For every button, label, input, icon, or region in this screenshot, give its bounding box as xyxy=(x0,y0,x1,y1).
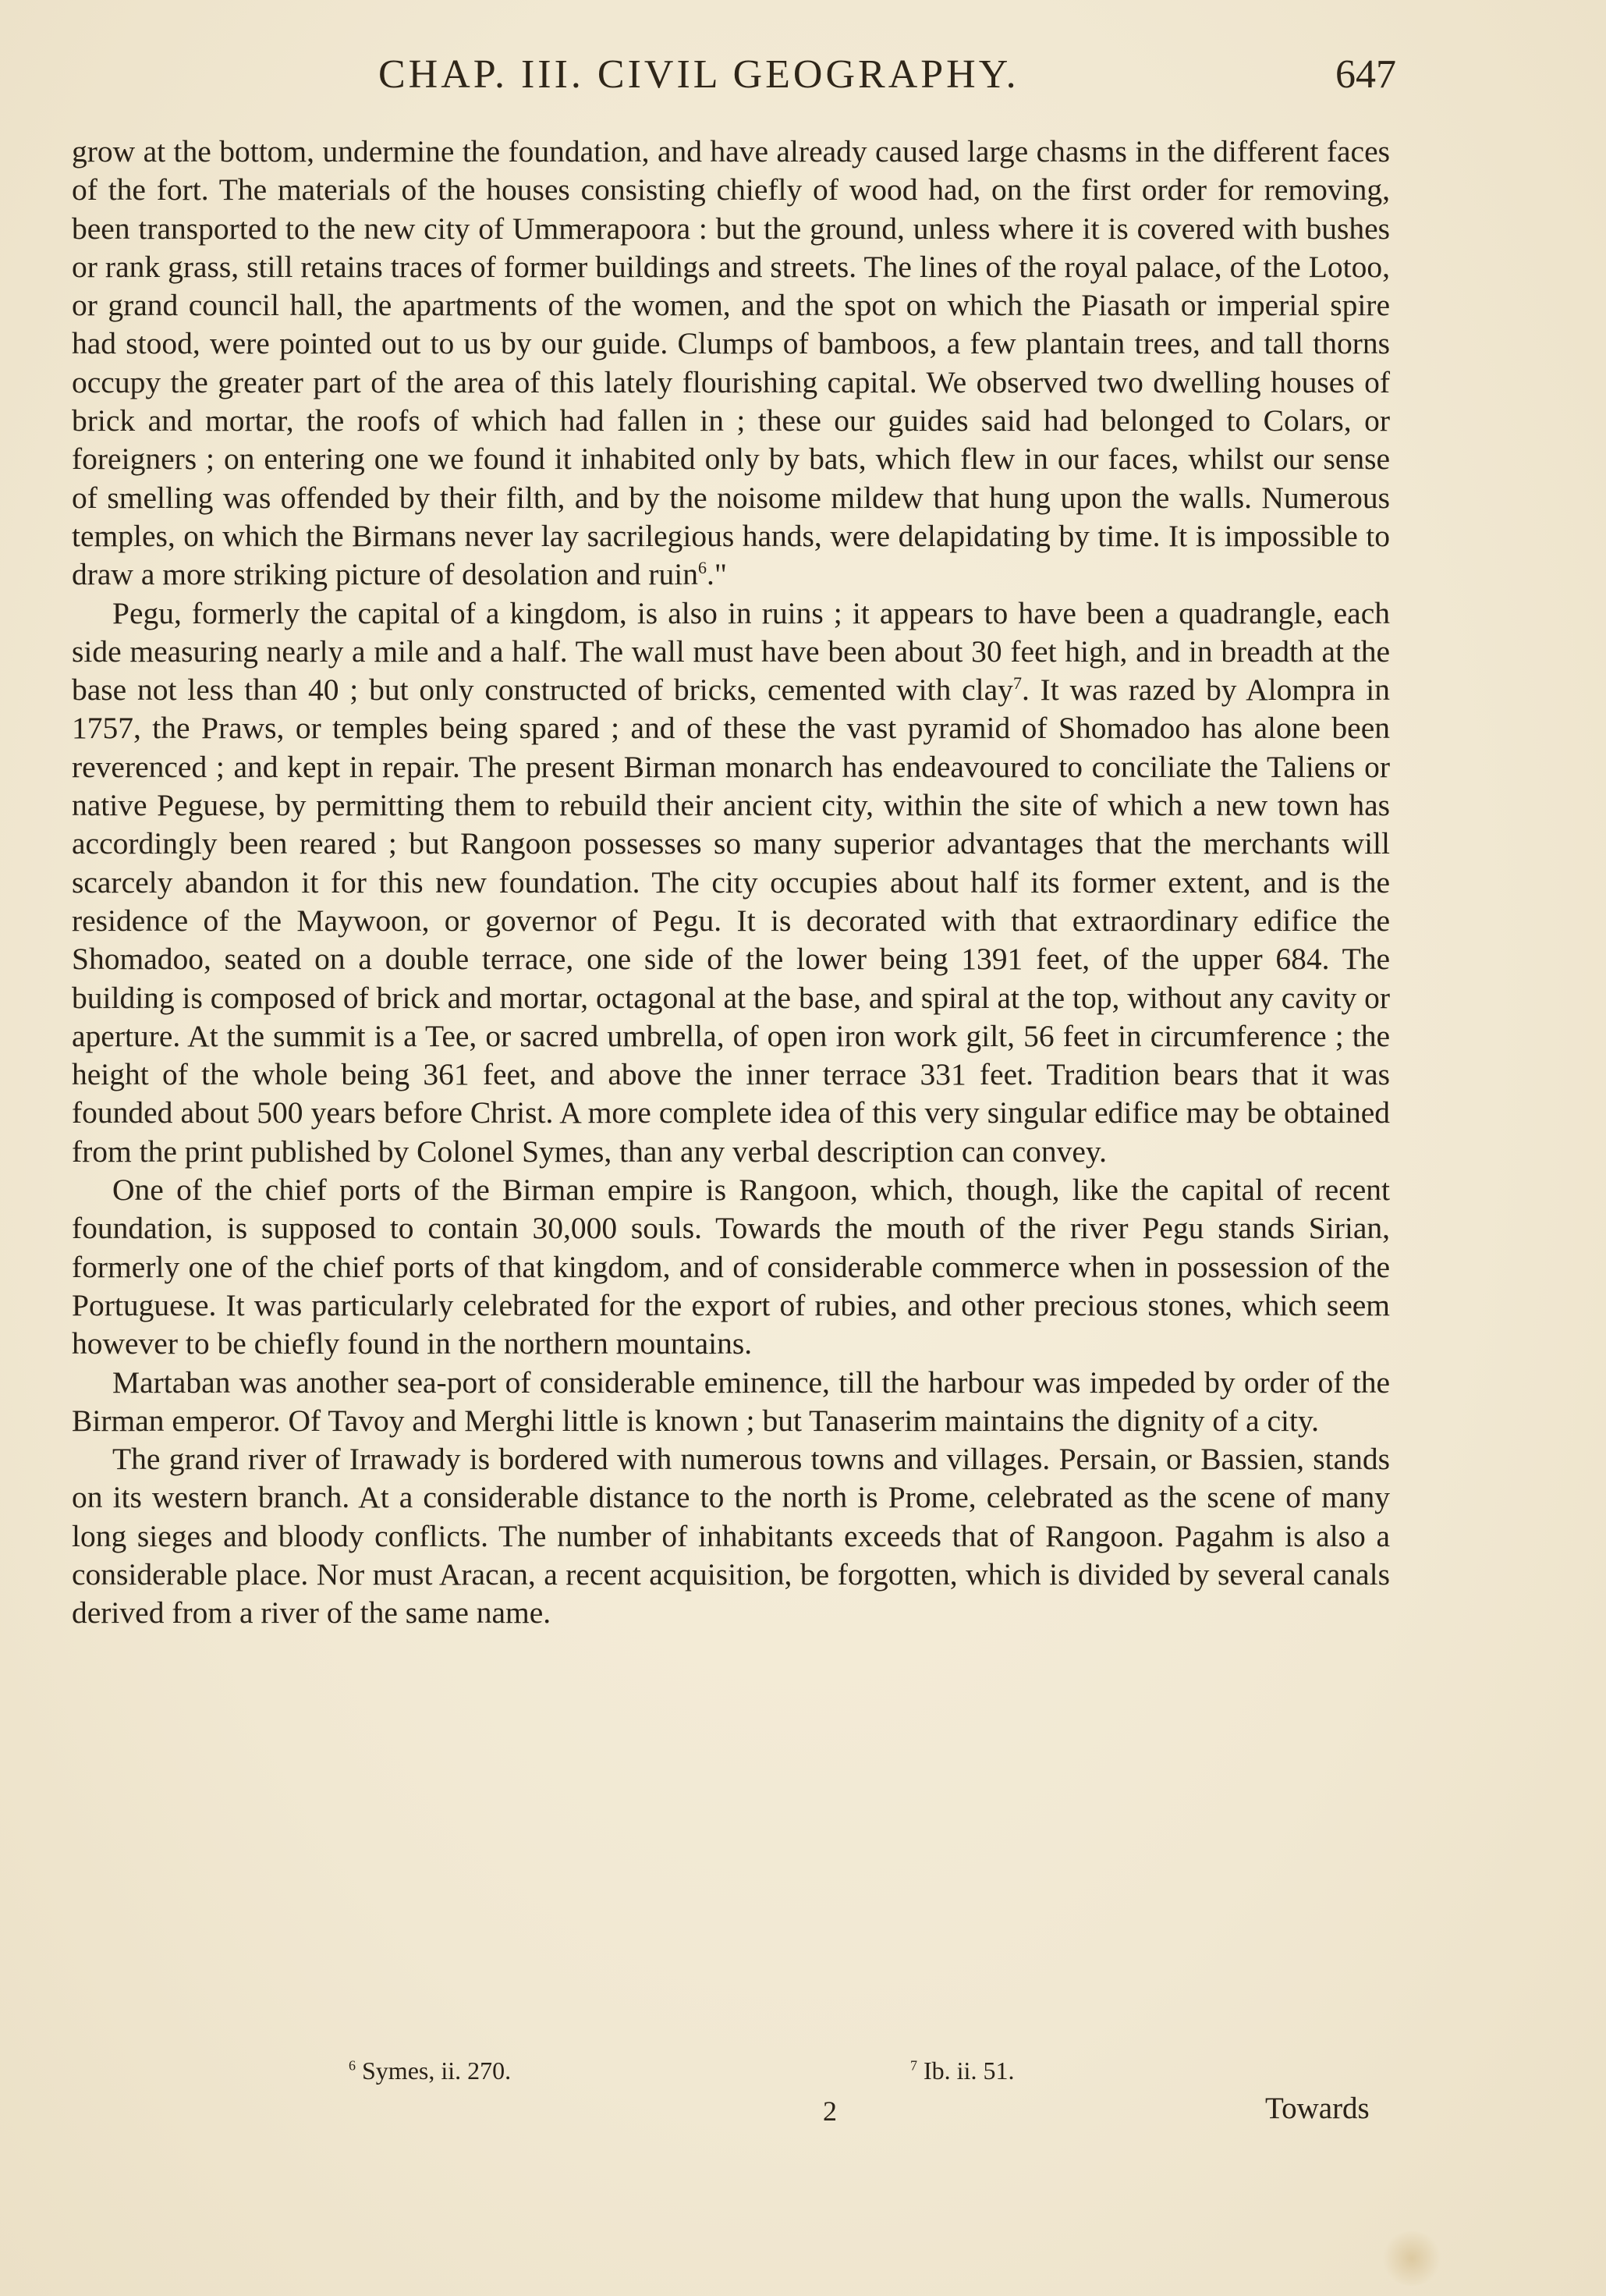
footnote-7 xyxy=(910,2056,1014,2085)
paragraph-1-tail: ." xyxy=(706,557,727,592)
footnote-ref-7: 7 xyxy=(1012,673,1022,693)
running-head xyxy=(70,47,1396,109)
paragraph-4: Martaban was another sea-port of considerable eminence, till the harbour was impeded by order of the Birman emperor. Of Tavoy and Merghi little is known ; but Tanaserim maintains the dignity of a city. xyxy=(72,1364,1390,1438)
paragraph-3: One of the chief ports of the Birman empire is Rangoon, which, though, like the capital of recent foundation, is supposed to contain 30,000 souls. Towards the mouth of the river Pegu stands Sirian, formerly one of the chief ports of that kingdom, and of considerable commerce when in possession of the Portuguese. It was particularly celebrated for the export of rubies, and other precious stones, which seem however to be chiefly found in the northern mountains. xyxy=(72,1173,1390,1361)
footnote-text-6: Symes, ii. 270. xyxy=(362,2056,512,2085)
footnote-mark-7: 7 xyxy=(910,2057,917,2074)
chapter-title: CHAP. III. CIVIL GEOGRAPHY. xyxy=(378,52,1019,97)
paragraph-2-tail: . It was razed by Alompra in 1757, the Praws, or temples being spared ; and of these the vast pyramid of Shomadoo has alone been reverenced ; and kept in repair. The present Birman monarch has endeavoured to conciliate the Taliens or native Peguese, by permitting them to rebuild their ancient city, within the site of which a new town has accordingly been reared ; but Rangoon possesses so many superior advantages that the merchants will scarcely abandon it for this new foundation. The city occupies about half its former extent, and is the residence of the Maywoon, or governor of Pegu. It is decorated with that extraordinary edifice the Shomadoo, seated on a double terrace, one side of the lower being 1391 feet, of the upper 684. The building is composed of brick and mortar, octagonal at the base, and spiral at the top, without any cavity or aperture. At the summit is a Tee, or sacred umbrella, of open iron work gilt, 56 feet in circumference ; the height of the whole being 361 feet, and above the inner terrace 331 feet. Tradition bears that it was founded about 500 years before Christ. A more complete idea of this very singular edifice may be obtained from the print published by Colonel Symes, than any verbal description can convey. xyxy=(72,672,1390,1169)
paragraph-5: The grand river of Irrawady is bordered with numerous towns and villages. Persain, or Bassien, stands on its western branch. At a considerable distance to the north is Prome, celebrated as the scene of many long sieges and bloody conflicts. The number of inhabitants exceeds that of Rangoon. Pagahm is also a considerable place. Nor must Aracan, a recent acquisition, be forgotten, which is divided by several canals derived from a river of the same name. xyxy=(72,1442,1390,1631)
signature-mark: 2 xyxy=(823,2095,837,2127)
footnote-ref-6: 6 xyxy=(697,558,707,578)
catchword: Towards xyxy=(1265,2092,1370,2125)
paper-stain xyxy=(1381,2231,1443,2286)
footnote-text-7: Ib. ii. 51. xyxy=(924,2056,1015,2085)
paragraph-2-text: Pegu, formerly the capital of a kingdom, is also in ruins ; it appears to have been a quadrangle, each side measuring nearly a mile and a half. The wall must have been about 30 feet high, and in breadth at the base not less than 40 ; but only constructed of bricks, cemented with clay xyxy=(72,595,1390,708)
footnote-mark-6: 6 xyxy=(349,2057,356,2074)
paragraph-1-text: grow at the bottom, undermine the foundation, and have already caused large chasms in the different faces of the fort. The materials of the houses consisting chiefly of wood had, on the first order for removing, been transported to the new city of Ummerapoora : but the ground, unless where it is covered with bushes or rank grass, still retains traces of former buildings and streets. The lines of the royal palace, of the Lotoo, or grand council hall, the apartments of the women, and the spot on which the Piasath or imperial spire had stood, were pointed out to us by our guide. Clumps of bamboos, a few plantain trees, and tall thorns occupy the greater part of the area of this lately flourishing capital. We observed two dwelling houses of brick and mortar, the roofs of which had fallen in ; these our guides said had belonged to Colars, or foreigners ; on entering one we found it inhabited only by bats, which flew in our faces, whilst our sense of smelling was offended by their filth, and by the noisome mildew that hung upon the walls. Numerous temples, on which the Birmans never lay sacrilegious hands, were delapidating by time. It is impossible to draw a more striking picture of desolation and ruin xyxy=(72,134,1390,592)
footnote-6 xyxy=(349,2056,511,2085)
paragraph-2 xyxy=(72,594,1390,1171)
body-text xyxy=(72,133,1390,1633)
paragraph-1 xyxy=(72,133,1390,594)
page-number: 647 xyxy=(1335,52,1396,97)
footnotes xyxy=(72,2056,1390,2103)
